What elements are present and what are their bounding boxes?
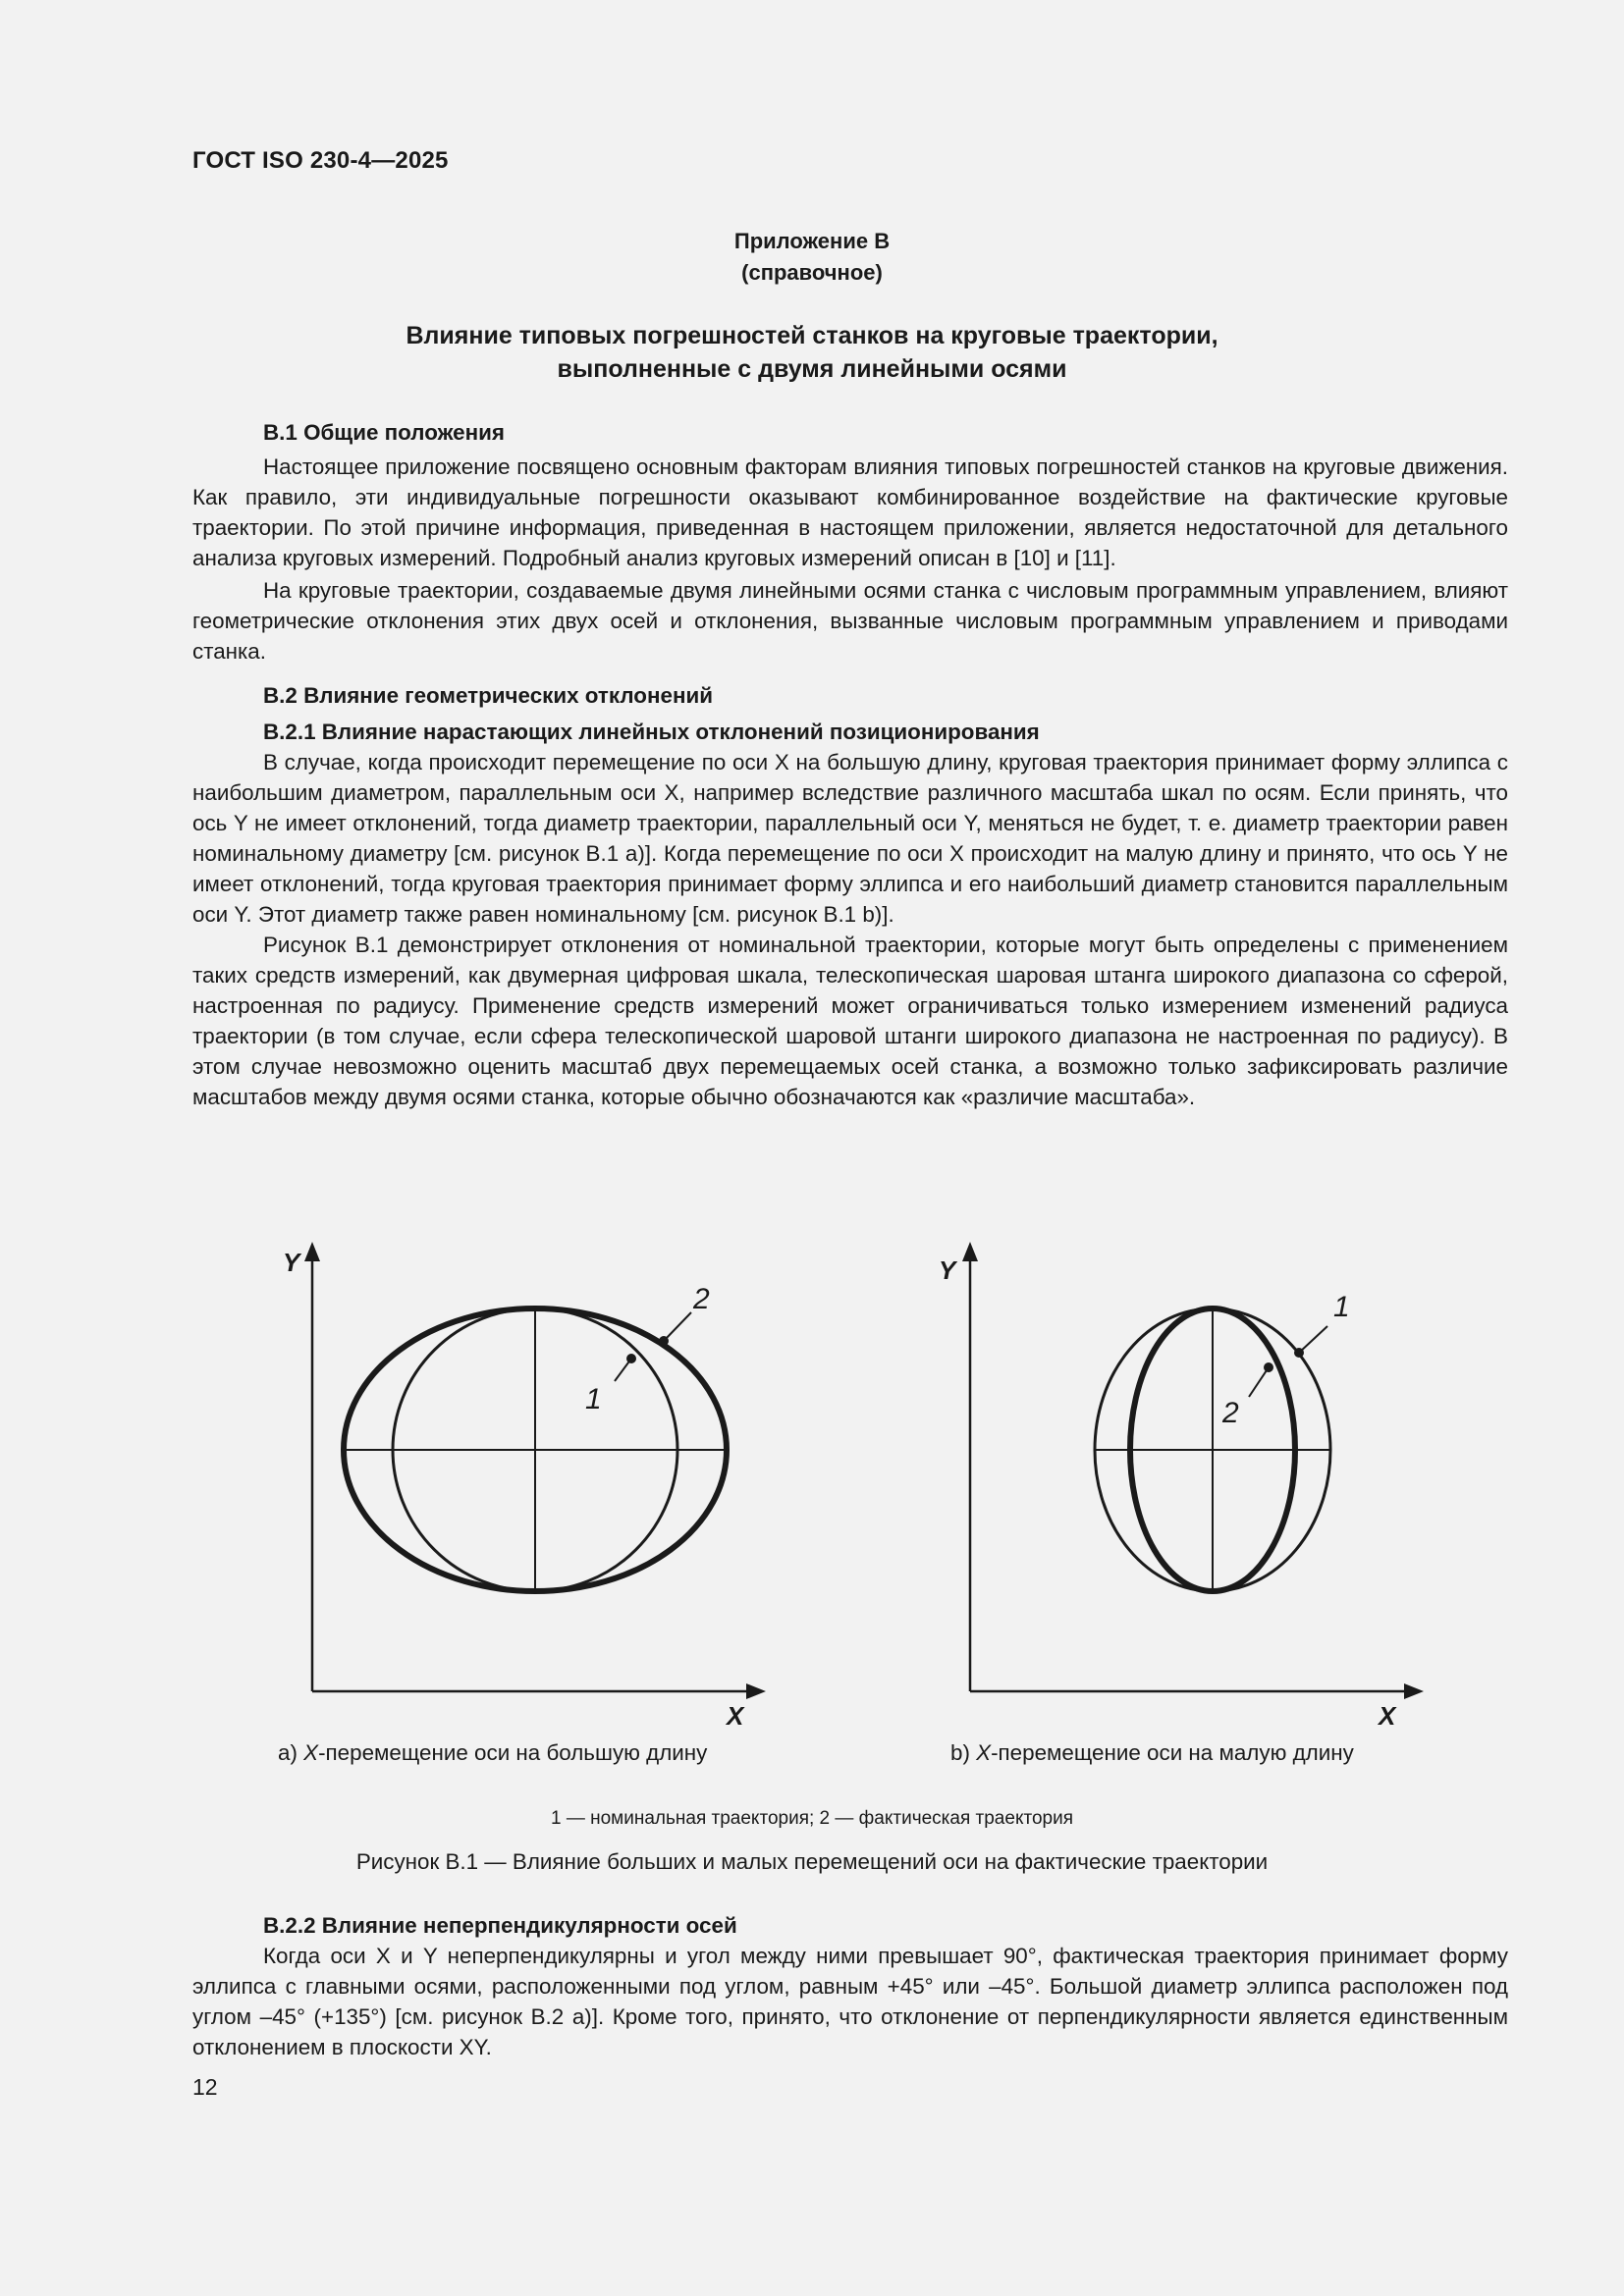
annex-title-line1: Влияние типовых погрешностей станков на круговые траектории, [406,322,1218,349]
main-text-continued [192,1910,1508,2062]
figure-b-caption-text: -перемещение оси на малую длину [991,1740,1354,1765]
diagram-b-leader-1 [1299,1326,1327,1353]
annex-type: (справочное) [741,260,883,285]
page-number: 12 [192,2074,218,2100]
annex-label: Приложение В [733,229,891,253]
section-b21-paragraph-2: Рисунок В.1 демонстрирует отклонения от номинальной траектории, которые могут быть определены с применением таких средств измерений, как двумерная цифровая шкала, телескопическая шаровая штанга широкого диапазона со сферой, настроенная по радиусу. Применение средств измерений может ограничиваться только измерением изменений радиуса траектории (в том случае, если сфера телескопической шаровой штанги широкого диапазона не настроенная по радиусу). В этом случае невозможно оценить масштаб двух перемещаемых осей станка, а возможно только зафиксировать различие масштабов между двумя осями станка, которые обычно обозначаются как «различие масштаба». [192,933,1508,1109]
section-b1-paragraph-2: На круговые траектории, создаваемые двумя линейными осями станка с числовым программным управлением, влияют геометрические отклонения этих двух осей и отклонения, вызванные числовым программным управлением и приводами станка. [192,578,1508,664]
section-b1-paragraph-1: Настоящее приложение посвящено основным факторам влияния типовых погрешностей станков на круговые движения. Как правило, эти индивидуальные погрешности оказывают комбинированное воздействие на фактические круговые траектории. По этой причине информация, приведенная в настоящем приложении, является недостаточной для детального анализа круговых измерений. Подробный анализ круговых измерений описан в [10] и [11]. [192,454,1508,570]
figure-a-caption-prefix: a) [278,1740,298,1765]
section-b22-paragraph-1: Когда оси X и Y неперпендикулярны и угол между ними превышает 90°, фактическая траектория принимает форму эллипса с главными осями, расположенными под углом, равным +45° или –45°. Большой диаметр эллипса расположен под углом –45° (+135°) [см. рисунок В.2 а)]. Кроме того, принято, что отклонение от перпендикулярности является единственным отклонением в плоскости XY. [192,1944,1508,2059]
annex-title [0,319,1624,386]
section-b22-heading: В.2.2 Влияние неперпендикулярности осей [263,1913,737,1938]
diagram-b-x-label: X [1379,1701,1396,1731]
annex-title-line2: выполненные с двумя линейными осями [557,355,1067,383]
diagram-a-leader-1 [615,1359,631,1381]
diagram-b-leader-2 [1249,1367,1269,1397]
diagram-a-y-label: Y [283,1248,300,1277]
diagram-a-leader-2 [664,1312,691,1341]
document-header: ГОСТ ISO 230-4—2025 [192,147,449,174]
diagram-a-x-label: X [727,1701,744,1731]
figure-b-caption [950,1740,1354,1766]
diagram-a [283,1248,756,1731]
figure-a-caption [278,1740,707,1766]
section-b21-heading: В.2.1 Влияние нарастающих линейных отклонений позиционирования [263,720,1040,744]
diagram-b-label-1: 1 [1333,1291,1350,1323]
figure-b1 [0,1232,1624,1821]
diagram-a-label-2: 2 [693,1283,710,1315]
figure-b-caption-axis: X [976,1740,992,1765]
figure-b-caption-prefix: b) [950,1740,970,1765]
annex-label-block [0,226,1624,289]
section-b2-heading: В.2 Влияние геометрических отклонений [263,683,713,708]
diagram-a-label-1: 1 [585,1383,602,1415]
figure-b1-diagram [0,1232,1624,1821]
figure-a-caption-text: -перемещение оси на большую длину [318,1740,708,1765]
diagram-b-y-label: Y [939,1255,956,1285]
diagram-b-label-2: 2 [1222,1397,1239,1429]
figure-caption: Рисунок В.1 — Влияние больших и малых перемещений оси на фактические траектории [355,1849,1269,1874]
section-b1-heading: В.1 Общие положения [263,420,505,445]
main-text [192,417,1508,1112]
diagram-b [939,1252,1414,1731]
figure-legend: 1 — номинальная траектория; 2 — фактическая траектория [551,1808,1073,1829]
section-b21-paragraph-1: В случае, когда происходит перемещение по оси X на большую длину, круговая траектория принимает форму эллипса с наибольшим диаметром, параллельным оси X, например вследствие различного масштаба шкал по осям. Если принять, что ось Y не имеет отклонений, тогда диаметр траектории, параллельный оси Y, меняться не будет, т. е. диаметр траектории равен номинальному диаметру [см. рисунок В.1 а)]. Когда перемещение по оси X происходит на малую длину и принято, что ось Y не имеет отклонений, тогда круговая траектория принимает форму эллипса и его наибольший диаметр становится параллельным оси Y. Этот диаметр также равен номинальному [см. рисунок В.1 b)]. [192,750,1508,927]
figure-a-caption-axis: X [303,1740,319,1765]
